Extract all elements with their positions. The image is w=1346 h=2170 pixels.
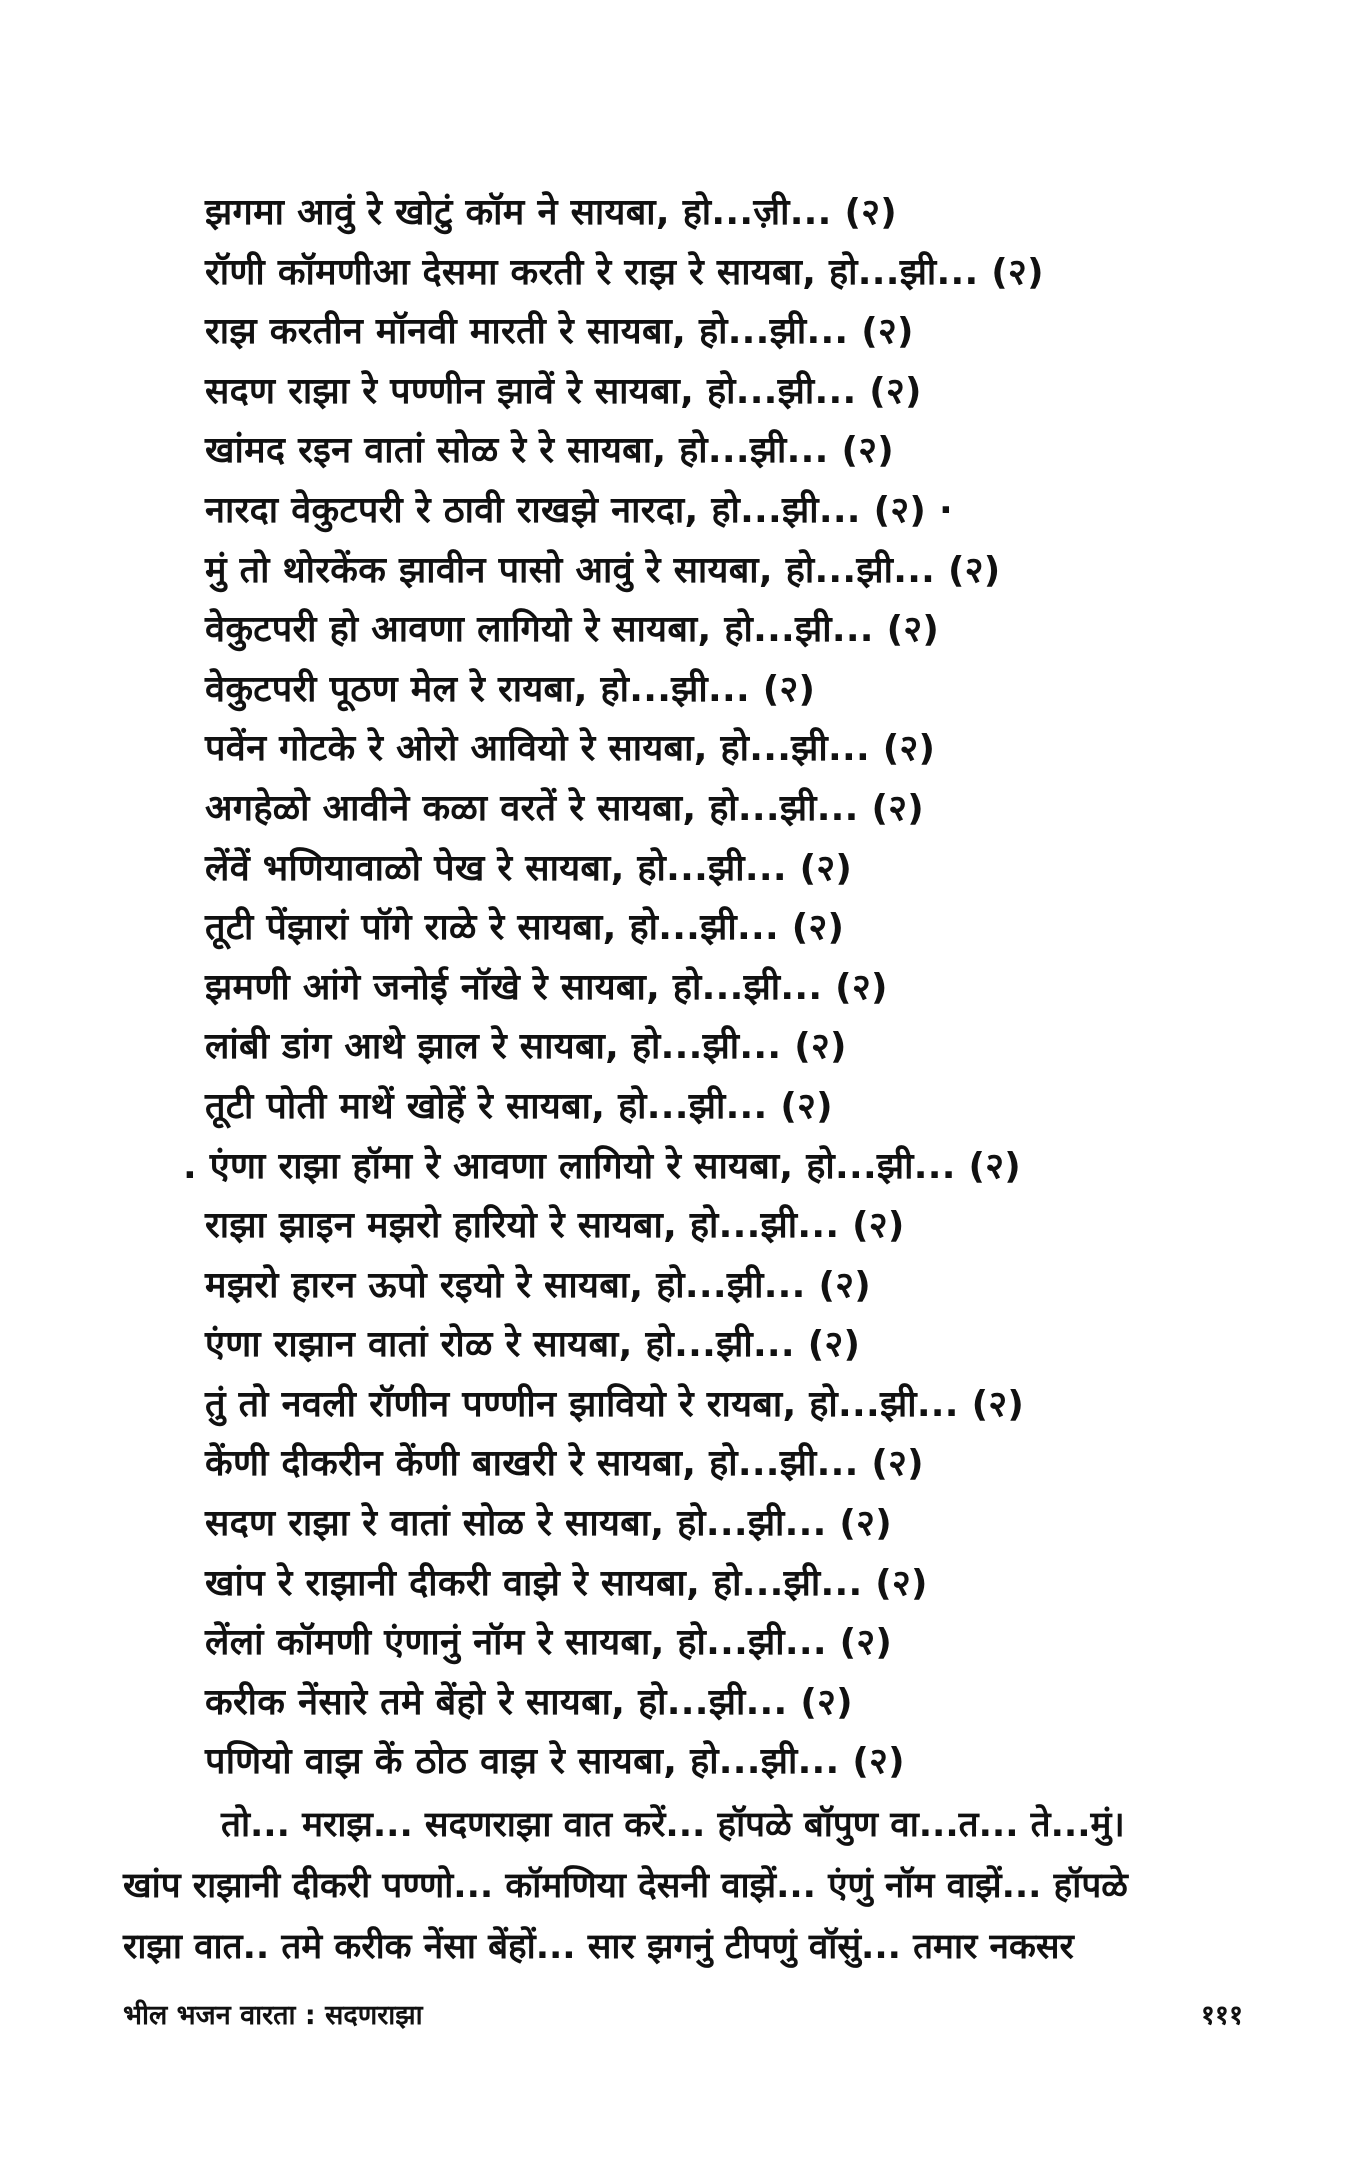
prose-line: तो... मराझ... सदणराझा वात करें... हॉपळे बॉपुण वा...त... ते...मुं। [221, 1805, 1125, 1845]
verse-line: झमणी आंगे जनोई नॉखे रे सायबा, हो...झी... (२) [205, 966, 888, 1008]
verse-line: राझ करतीन मॉनवी मारती रे सायबा, हो...झी... (२) [205, 311, 914, 353]
verse-line: खांप रे राझानी दीकरी वाझे रे सायबा, हो...झी... (२) [205, 1562, 928, 1604]
verse-line: मझरो हारन ऊपो रइयो रे सायबा, हो...झी... (२) [205, 1264, 871, 1306]
prose-line: राझा वात.. तमे करीक नेंसा बेंहों... सार झगनुं टीपणुं वॉसुं... तमार नकसर [123, 1927, 1074, 1967]
verse-line: खांमद रइन वातां सोळ रे रे सायबा, हो...झी... (२) [205, 430, 894, 472]
verse-line: तूटी पोती माथें खोहें रे सायबा, हो...झी... (२) [205, 1085, 833, 1127]
verse-line: मुं तो थोरकेंक झावीन पासो आवुं रे सायबा, हो...झी... (२) [205, 549, 1001, 591]
verse-line: लेंलां कॉमणी एंणानुं नॉम रे सायबा, हो...झी... (२) [205, 1622, 893, 1664]
verse-line: झगमा आवुं रे खोटुं कॉम ने सायबा, हो...ज़ी... (२) [205, 192, 897, 233]
verse-line: पणियो वाझ कें ठोठ वाझ रे सायबा, हो...झी... (२) [205, 1741, 905, 1783]
verse-line: करीक नेंसारे तमे बेंहो रे सायबा, हो...झी... (२) [205, 1681, 853, 1723]
verse-list [183, 183, 1305, 1792]
verse-line: वेकुटपरी पूठण मेल रे रायबा, हो...झी... (२) [205, 668, 816, 710]
verse-line: राझा झाइन मझरो हारियो रे सायबा, हो...झी... (२) [205, 1205, 905, 1247]
verse-line: . एंणा राझा हॉमा रे आवणा लागियो रे सायबा, हो...झी... (२) [183, 1145, 1022, 1187]
verse-line: सदण राझा रे वातां सोळ रे सायबा, हो...झी... (२) [205, 1503, 892, 1545]
verse-line: केंणी दीकरीन केंणी बाखरी रे सायबा, हो...झी... (२) [205, 1443, 924, 1485]
verse-line: रॉणी कॉमणीआ देसमा करती रे राझ रे सायबा, हो...झी... (२) [205, 251, 1044, 293]
verse-line: लेंवें भणियावाळो पेख रे सायबा, हो...झी... (२) [205, 847, 853, 889]
prose-paragraph [123, 1795, 1243, 1978]
verse-line: वेकुटपरी हो आवणा लागियो रे सायबा, हो...झी... (२) [205, 609, 940, 651]
verse-line: नारदा वेकुटपरी रे ठावी राखझे नारदा, हो...झी... (२) · [205, 489, 953, 531]
verse-line: अगहेळो आवीने कळा वरतें रे सायबा, हो...झी... (२) [205, 787, 924, 829]
verse-line: पवेंन गोटके रे ओरो आवियो रे सायबा, हो...झी... (२) [205, 728, 936, 770]
running-footer-title: भील भजन वारता : सदणराझा [123, 2000, 423, 2031]
verse-line: लांबी डांग आथे झाल रे सायबा, हो...झी... (२) [205, 1026, 847, 1068]
verse-line: तूटी पेंझारां पॉगे राळे रे सायबा, हो...झी... (२) [205, 907, 845, 949]
prose-line: खांप राझानी दीकरी पण्णो... कॉमणिया देसनी वाझें... एंणुं नॉम वाझें... हॉपळे [123, 1866, 1128, 1906]
page-footer [123, 1995, 1243, 2035]
verse-line: तुं तो नवली रॉणीन पण्णीन झावियो रे रायबा, हो...झी... (२) [205, 1383, 1025, 1425]
page-number: १११ [1200, 2000, 1243, 2031]
verse-line: एंणा राझान वातां रोळ रे सायबा, हो...झी... (२) [205, 1324, 861, 1366]
verse-line: सदण राझा रे पण्णीन झावें रे सायबा, हो...झी... (२) [205, 370, 922, 412]
